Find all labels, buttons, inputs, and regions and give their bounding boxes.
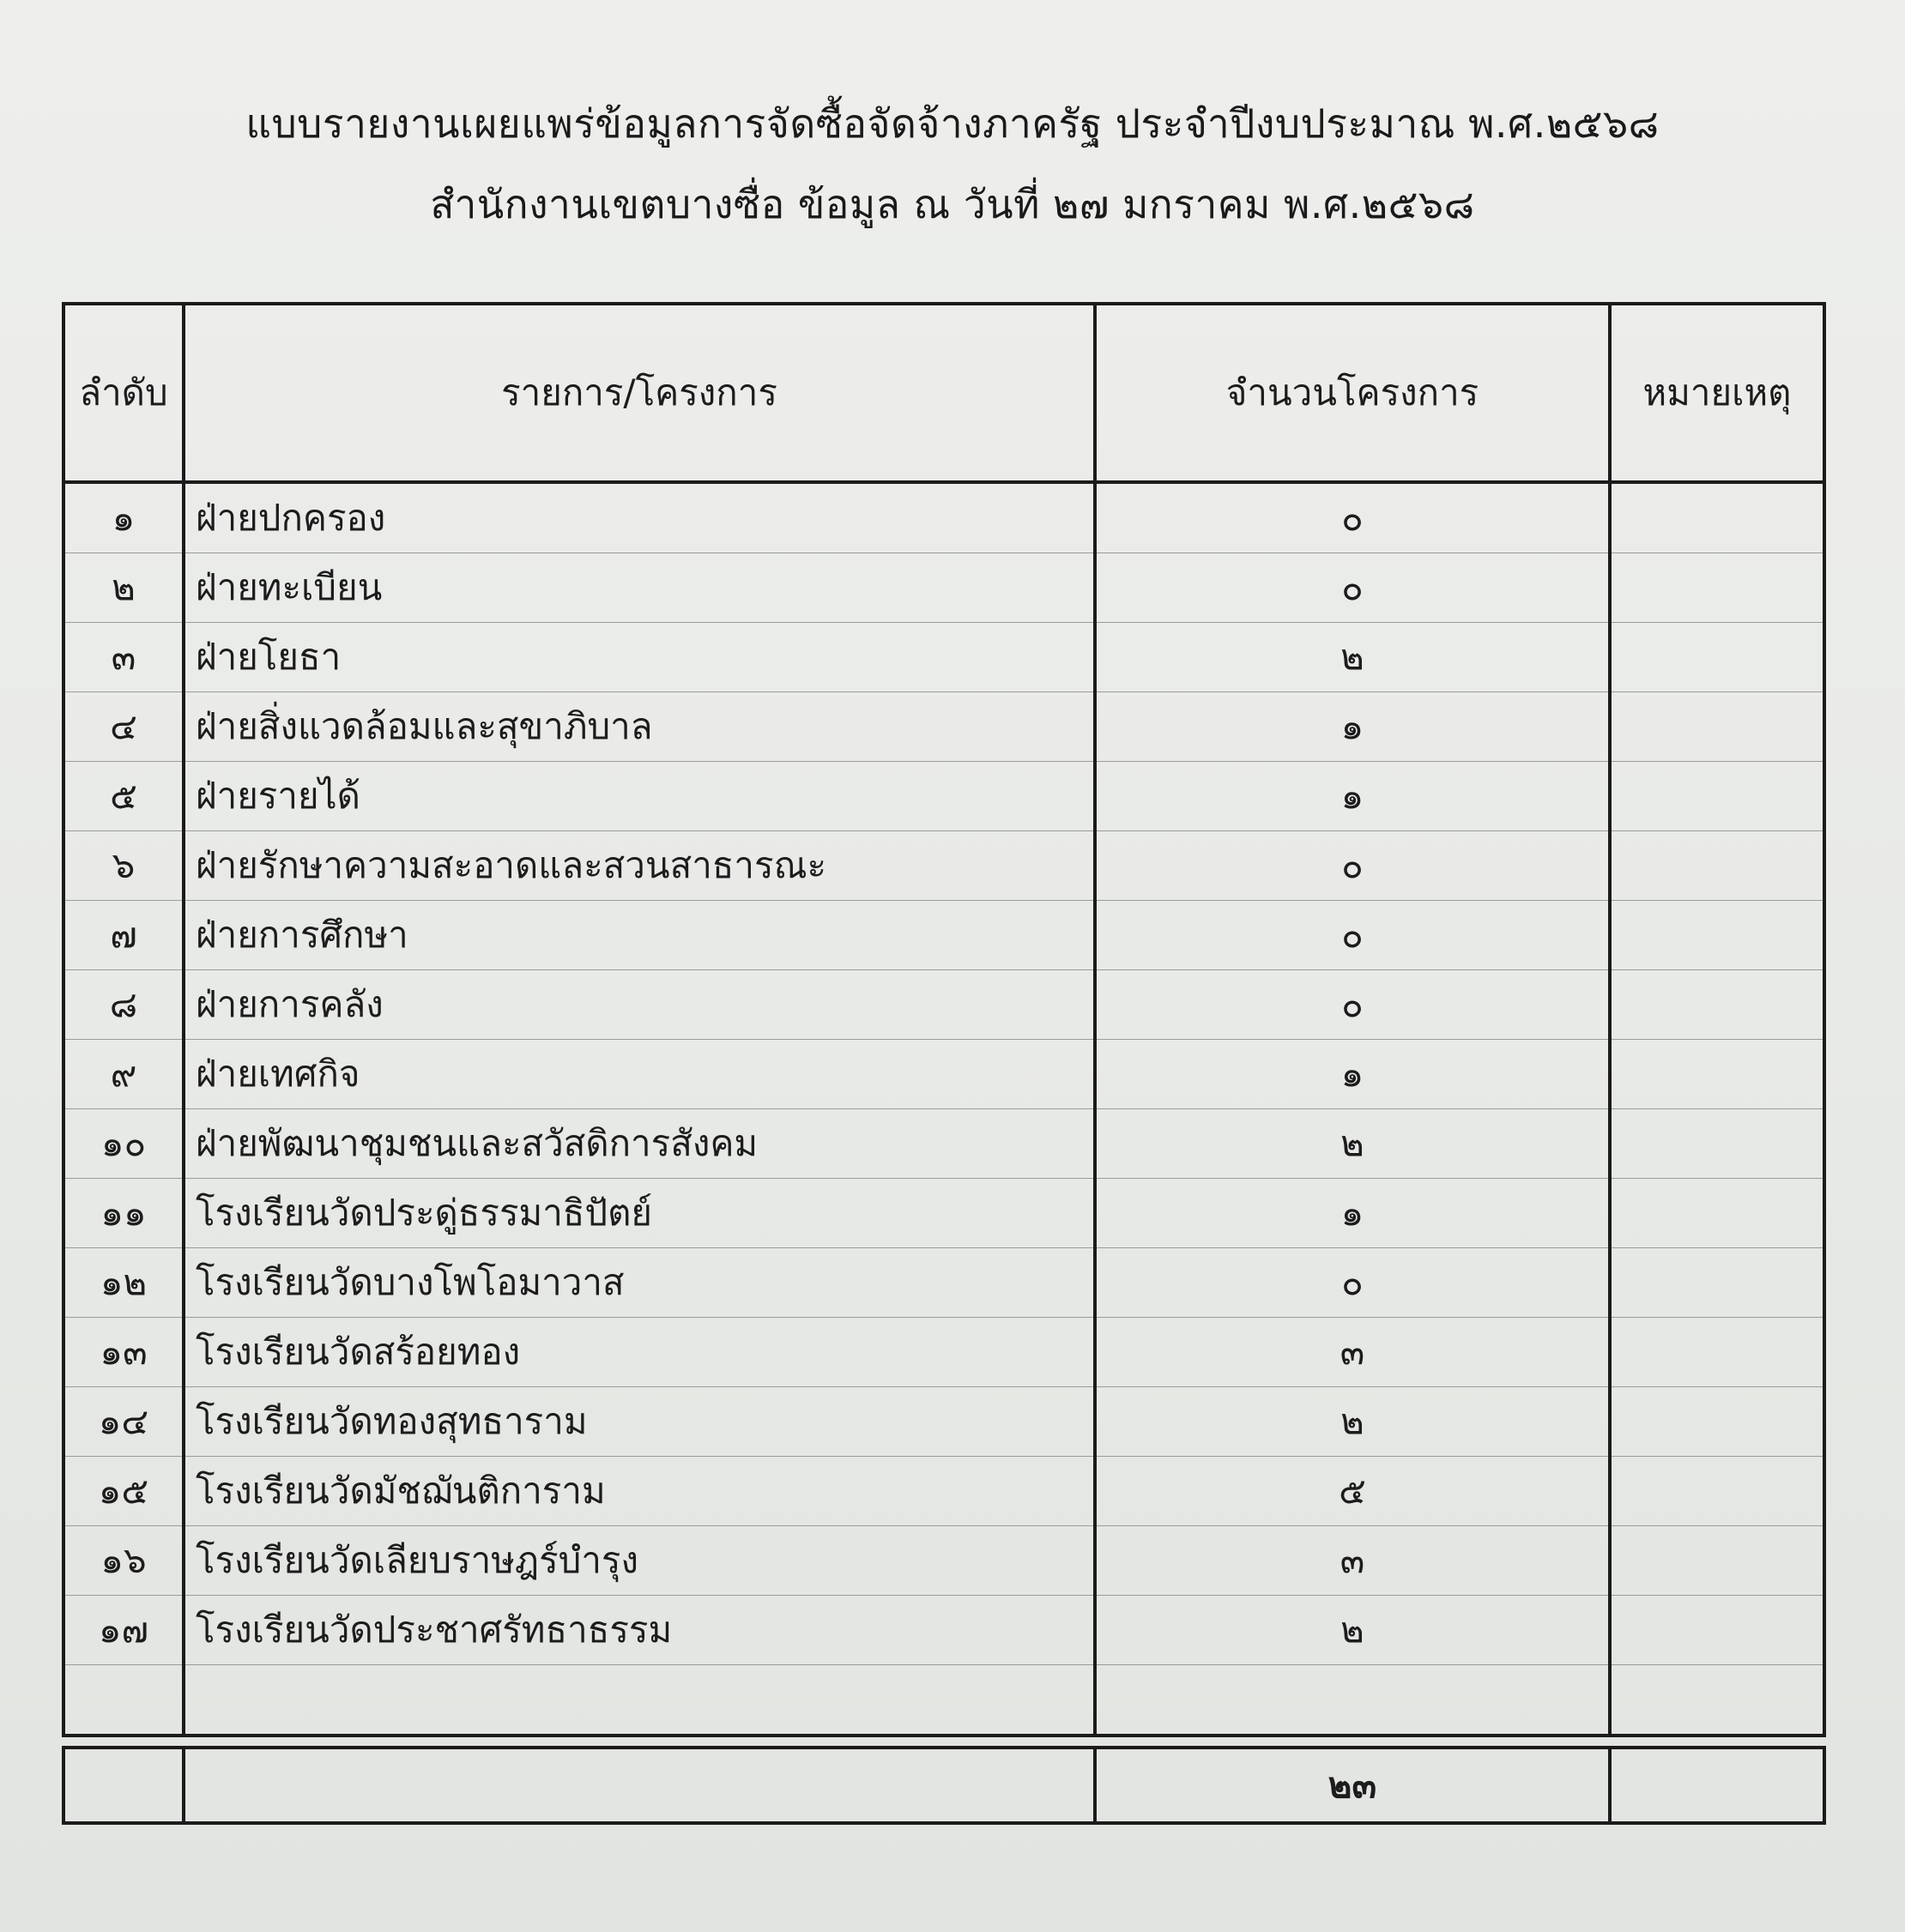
document-title: แบบรายงานเผยแพร่ข้อมูลการจัดซื้อจัดจ้างภาครัฐ ประจำปีงบประมาณ พ.ศ.๒๕๖๘ (245, 100, 1660, 147)
row-name: ฝ่ายรักษาความสะอาดและสวนสาธารณะ (184, 831, 1095, 901)
row-count: ๑ (1095, 1040, 1610, 1109)
table-row (64, 1040, 1824, 1109)
row-name: โรงเรียนวัดทองสุทธาราม (184, 1387, 1095, 1457)
row-count: ๐ (1095, 831, 1610, 901)
row-name: ฝ่ายการคลัง (184, 970, 1095, 1040)
spacer-row (64, 1736, 1824, 1748)
row-name: โรงเรียนวัดประชาศรัทธาธรรม (184, 1596, 1095, 1665)
row-count: ๒ (1095, 1387, 1610, 1457)
header-seq: ลำดับ (64, 304, 184, 482)
row-seq: ๓ (64, 623, 184, 692)
table-row (64, 623, 1824, 692)
row-note (1610, 1387, 1824, 1457)
row-seq: ๔ (64, 692, 184, 762)
header-count: จำนวนโครงการ (1095, 304, 1610, 482)
row-note (1610, 553, 1824, 623)
spacer-cell (1095, 1736, 1610, 1748)
row-name: ฝ่ายการศึกษา (184, 901, 1095, 970)
row-count: ๐ (1095, 1248, 1610, 1318)
blank-note (1610, 1665, 1824, 1736)
blank-row (64, 1665, 1824, 1736)
row-note (1610, 1248, 1824, 1318)
row-note (1610, 762, 1824, 831)
row-note (1610, 1457, 1824, 1526)
table-row (64, 901, 1824, 970)
row-note (1610, 692, 1824, 762)
row-seq: ๑๔ (64, 1387, 184, 1457)
blank-name (184, 1665, 1095, 1736)
row-seq: ๑ (64, 482, 184, 553)
header-note: หมายเหตุ (1610, 304, 1824, 482)
row-note (1610, 901, 1824, 970)
total-count: ๒๓ (1095, 1748, 1610, 1823)
row-seq: ๖ (64, 831, 184, 901)
row-seq: ๗ (64, 901, 184, 970)
row-note (1610, 482, 1824, 553)
table-row (64, 762, 1824, 831)
total-name (184, 1748, 1095, 1823)
blank-count (1095, 1665, 1610, 1736)
table-row (64, 1596, 1824, 1665)
row-seq: ๒ (64, 553, 184, 623)
row-count: ๒ (1095, 1596, 1610, 1665)
row-note (1610, 1179, 1824, 1248)
row-name: ฝ่ายทะเบียน (184, 553, 1095, 623)
row-note (1610, 1109, 1824, 1179)
spacer-cell (64, 1736, 184, 1748)
document-subtitle: สำนักงานเขตบางซื่อ ข้อมูล ณ วันที่ ๒๗ มกราคม พ.ศ.๒๕๖๘ (430, 181, 1475, 227)
row-note (1610, 831, 1824, 901)
row-name: ฝ่ายพัฒนาชุมชนและสวัสดิการสังคม (184, 1109, 1095, 1179)
row-seq: ๘ (64, 970, 184, 1040)
row-note (1610, 1040, 1824, 1109)
blank-seq (64, 1665, 184, 1736)
row-note (1610, 1526, 1824, 1596)
table-row (64, 1387, 1824, 1457)
row-count: ๑ (1095, 762, 1610, 831)
row-count: ๑ (1095, 692, 1610, 762)
row-name: โรงเรียนวัดประดู่ธรรมาธิปัตย์ (184, 1179, 1095, 1248)
table-body (64, 482, 1824, 1823)
row-count: ๐ (1095, 901, 1610, 970)
row-name: ฝ่ายรายได้ (184, 762, 1095, 831)
row-count: ๐ (1095, 553, 1610, 623)
table-header-row (64, 304, 1824, 482)
table-row (64, 692, 1824, 762)
table-row (64, 1457, 1824, 1526)
row-count: ๓ (1095, 1526, 1610, 1596)
row-seq: ๑๗ (64, 1596, 184, 1665)
table-row (64, 1526, 1824, 1596)
total-row (64, 1748, 1824, 1823)
row-seq: ๑๑ (64, 1179, 184, 1248)
row-seq: ๑๒ (64, 1248, 184, 1318)
row-count: ๓ (1095, 1318, 1610, 1387)
row-name: ฝ่ายปกครอง (184, 482, 1095, 553)
table-row (64, 1179, 1824, 1248)
row-seq: ๑๓ (64, 1318, 184, 1387)
row-name: โรงเรียนวัดเลียบราษฎร์บำรุง (184, 1526, 1095, 1596)
row-seq: ๑๖ (64, 1526, 184, 1596)
row-name: ฝ่ายโยธา (184, 623, 1095, 692)
table-row (64, 1248, 1824, 1318)
table-row (64, 1109, 1824, 1179)
row-count: ๕ (1095, 1457, 1610, 1526)
row-name: ฝ่ายเทศกิจ (184, 1040, 1095, 1109)
total-seq (64, 1748, 184, 1823)
row-seq: ๕ (64, 762, 184, 831)
row-count: ๑ (1095, 1179, 1610, 1248)
spacer-cell (184, 1736, 1095, 1748)
row-seq: ๙ (64, 1040, 184, 1109)
row-note (1610, 1596, 1824, 1665)
row-name: ฝ่ายสิ่งแวดล้อมและสุขาภิบาล (184, 692, 1095, 762)
procurement-report-table (62, 302, 1826, 1825)
row-count: ๐ (1095, 970, 1610, 1040)
row-count: ๒ (1095, 623, 1610, 692)
table-row (64, 1318, 1824, 1387)
row-count: ๒ (1095, 1109, 1610, 1179)
row-count: ๐ (1095, 482, 1610, 553)
row-note (1610, 970, 1824, 1040)
spacer-cell (1610, 1736, 1824, 1748)
table-row (64, 553, 1824, 623)
row-seq: ๑๕ (64, 1457, 184, 1526)
row-note (1610, 623, 1824, 692)
table-row (64, 831, 1824, 901)
header-name: รายการ/โครงการ (184, 304, 1095, 482)
table-row (64, 970, 1824, 1040)
row-seq: ๑๐ (64, 1109, 184, 1179)
row-name: โรงเรียนวัดบางโพโอมาวาส (184, 1248, 1095, 1318)
row-note (1610, 1318, 1824, 1387)
total-note (1610, 1748, 1824, 1823)
row-name: โรงเรียนวัดมัชฌันติการาม (184, 1457, 1095, 1526)
row-name: โรงเรียนวัดสร้อยทอง (184, 1318, 1095, 1387)
table-row (64, 482, 1824, 553)
